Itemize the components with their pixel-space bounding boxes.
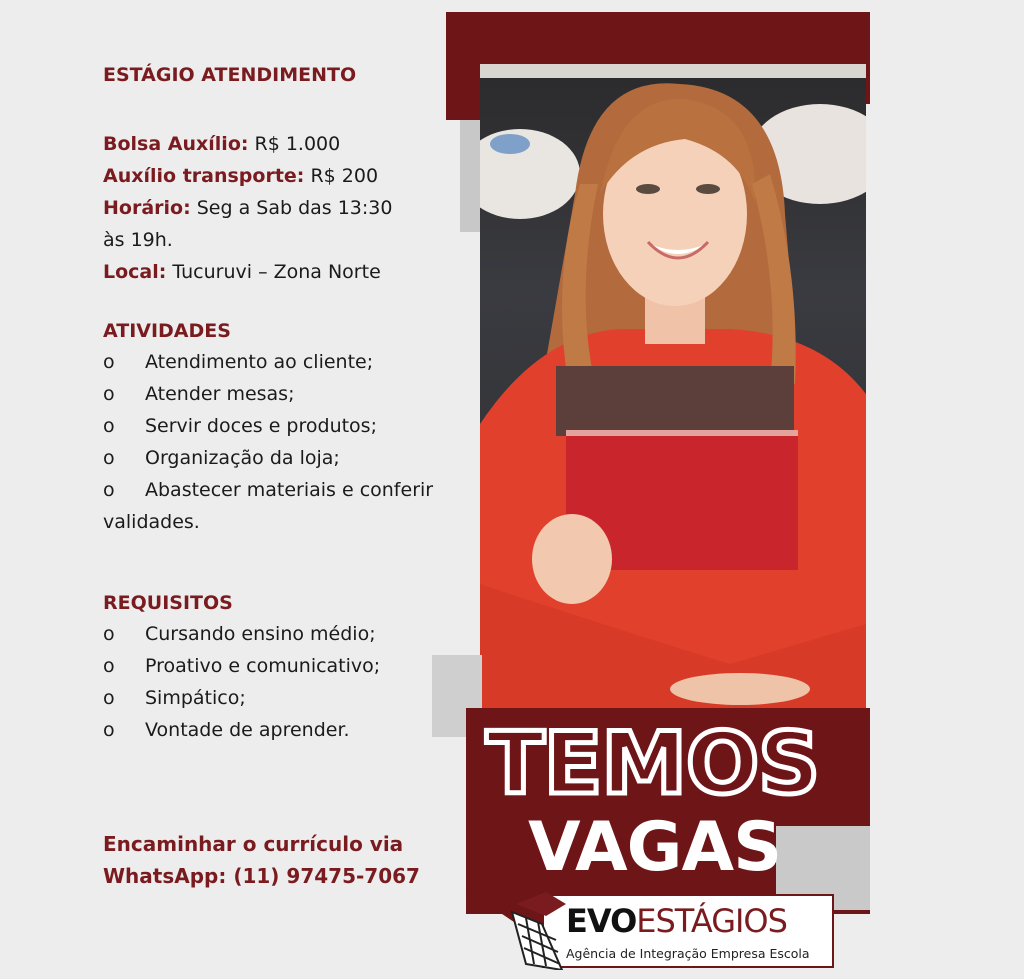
bullet-icon: o: [103, 655, 115, 677]
contact-line-1: Encaminhar o currículo via: [103, 832, 404, 856]
list-item: o Atendimento ao cliente;: [103, 346, 483, 378]
frame-top-bar: [446, 12, 870, 64]
list-item: o Abastecer materiais e conferir: [103, 474, 483, 506]
bolsa-label: Bolsa Auxílio:: [103, 133, 249, 155]
list-item: o Organização da loja;: [103, 442, 483, 474]
transporte-value: R$ 200: [304, 165, 379, 187]
bullet-icon: o: [103, 479, 115, 501]
list-item: o Cursando ensino médio;: [103, 618, 483, 650]
bullet-icon: o: [103, 383, 115, 405]
job-title: ESTÁGIO ATENDIMENTO: [103, 64, 357, 86]
transporte-label: Auxílio transporte:: [103, 165, 305, 187]
list-item: o Simpático;: [103, 682, 483, 714]
local-value: Tucuruvi – Zona Norte: [166, 261, 381, 283]
banner-vagas: VAGAS: [528, 808, 782, 887]
horario-line-2: às 19h.: [103, 229, 173, 251]
brand-cap-icon: [506, 884, 572, 970]
horario-line: [103, 192, 483, 224]
bullet-icon: o: [103, 623, 115, 645]
list-item: o Atender mesas;: [103, 378, 483, 410]
horario-value: Seg a Sab das 13:30: [190, 197, 393, 219]
brand-logo-box: [542, 894, 834, 968]
brand-tagline: Agência de Integração Empresa Escola: [566, 946, 810, 961]
job-description: [103, 60, 483, 892]
bullet-icon: o: [103, 719, 115, 741]
banner-temos: TEMOS: [486, 714, 820, 814]
list-item: o Vontade de aprender.: [103, 714, 483, 746]
list-item-continuation: validades.: [103, 511, 200, 533]
brand-name: EVOESTÁGIOS: [566, 902, 787, 940]
bullet-icon: o: [103, 415, 115, 437]
list-item: o Proativo e comunicativo;: [103, 650, 483, 682]
transporte-line: [103, 160, 483, 192]
frame-left-bar: [446, 12, 480, 120]
list-item: o Servir doces e produtos;: [103, 410, 483, 442]
student-illustration: [480, 64, 866, 710]
horario-label: Horário:: [103, 197, 191, 219]
local-line: [103, 256, 483, 288]
local-label: Local:: [103, 261, 167, 283]
bolsa-value: R$ 1.000: [248, 133, 341, 155]
student-photo: [480, 64, 866, 710]
bullet-icon: o: [103, 447, 115, 469]
contact-line-2: WhatsApp: (11) 97475-7067: [103, 864, 420, 888]
bullet-icon: o: [103, 687, 115, 709]
bullet-icon: o: [103, 351, 115, 373]
requisitos-heading: REQUISITOS: [103, 592, 233, 614]
bolsa-line: [103, 128, 483, 160]
atividades-heading: ATIVIDADES: [103, 320, 231, 342]
grey-accent-top: [460, 120, 482, 232]
